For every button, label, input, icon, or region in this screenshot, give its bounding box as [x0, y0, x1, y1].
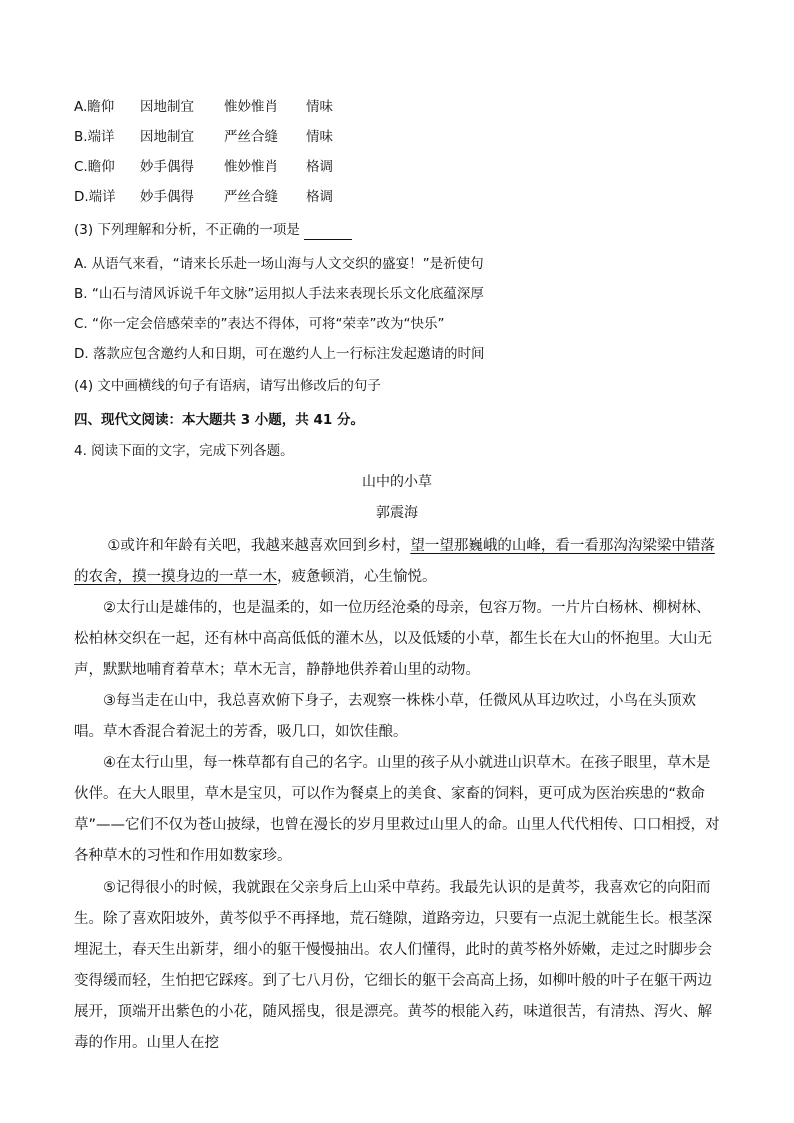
paragraph-2: ②太行山是雄伟的，也是温柔的，如一位历经沧桑的母亲，包容万物。一片片白杨林、柳树林、松柏林交织在一起，还有林中高高低低的灌木丛，以及低矮的小草，都生长在大山的怀抱里。大山无声，默默地哺育着草木；草木无言，静静地供养着山里的动物。	[74, 600, 712, 678]
question-3-option-c: C. “你一定会倍感荣幸的”表达不得体，可将“荣幸”改为“快乐”	[74, 316, 445, 332]
option-a-word3: 情味	[306, 99, 333, 115]
question-3-option-d: D. 落款应包含邀约人和日期，可在邀约人上一行标注发起邀请的时间	[74, 346, 485, 362]
option-a-word1: 因地制宜	[140, 99, 194, 115]
option-b-word3: 情味	[306, 129, 333, 145]
reading-instruction: 4. 阅读下面的文字，完成下列各题。	[74, 443, 294, 459]
option-d-letter: D.端详	[74, 189, 116, 205]
option-b-letter: B.端详	[74, 129, 115, 145]
paragraph-4: ④在太行山里，每一株草都有自己的名字。山里的孩子从小就进山识草木。在孩子眼里，草木是伙伴。在大人眼里，草木是宝贝，可以作为餐桌上的美食、家畜的饲料，更可成为医治疾患的“救命草”——它们不仅为苍山披绿，也曾在漫长的岁月里救过山里人的命。山里人代代相传、口口相授，对各种草木的习性和作用如数家珍。	[74, 755, 720, 864]
option-a-word2: 惟妙惟肖	[224, 99, 278, 115]
paragraph-1-start: ①或许和年龄有关吧，我越来越喜欢回到乡村，	[107, 538, 411, 554]
option-c-letter: C.瞻仰	[74, 159, 115, 175]
option-c-word2: 惟妙惟肖	[224, 159, 278, 175]
section-heading: 四、现代文阅读：本大题共 3 小题，共 41 分。	[74, 412, 364, 428]
option-b-word2: 严丝合缝	[224, 129, 278, 145]
paragraph-1	[74, 531, 724, 593]
option-c-word3: 格调	[306, 159, 333, 175]
question-3-option-b: B. “山石与清风诉说千年文脉”运用拟人手法来表现长乐文化底蕴深厚	[74, 286, 484, 302]
paragraph-5: ⑤记得很小的时候，我就跟在父亲身后上山采中草药。我最先认识的是黄芩，我喜欢它的向阳而生。除了喜欢阳坡外，黄芩似乎不再择地，荒石缝隙，道路旁边，只要有一点泥土就能生长。根茎深埋泥土，春天生出新芽，细小的躯干慢慢抽出。农人们懂得，此时的黄芩格外娇嫩，走过之时脚步会变得缓而轻，生怕把它踩疼。到了七八月份，它细长的躯干会高高上扬，如柳叶般的叶子在躯干两边展开，顶端开出紫色的小花，随风摇曳，很是漂亮。黄芩的根能入药，味道很苦，有清热、泻火、解毒的作用。山里人在挖	[74, 880, 712, 1051]
option-d-word3: 格调	[306, 189, 333, 205]
question-3-stem	[74, 220, 352, 240]
option-b-word1: 因地制宜	[140, 129, 194, 145]
option-c-word1: 妙手偶得	[140, 159, 194, 175]
article-title: 山中的小草	[362, 474, 432, 490]
option-d-word2: 严丝合缝	[224, 189, 278, 205]
article-author: 郭震海	[376, 505, 418, 521]
paragraph-1-end: ，疲惫顿消，心生愉悦。	[277, 569, 437, 585]
question-3-option-a: A. 从语气来看，“请来长乐赴一场山海与人文交织的盛宴！”是祈使句	[74, 256, 484, 272]
underlined-sentence: 望一望那巍峨的山峰，看一看那沟沟梁梁中错落的农舍，摸一摸身边的一草一木	[74, 538, 715, 585]
question-4: (4) 文中画横线的句子有语病，请写出修改后的句子	[74, 378, 381, 394]
question-3-text: (3) 下列理解和分析，不正确的一项是	[74, 222, 300, 238]
paragraph-3: ③每当走在山中，我总喜欢俯下身子，去观察一株株小草，任微风从耳边吹过，小鸟在头顶欢唱。草木香混合着泥土的芳香，吸几口，如饮佳酿。	[74, 693, 696, 740]
option-d-word1: 妙手偶得	[140, 189, 194, 205]
answer-blank[interactable]	[304, 225, 352, 240]
option-a-letter: A.瞻仰	[74, 99, 115, 115]
